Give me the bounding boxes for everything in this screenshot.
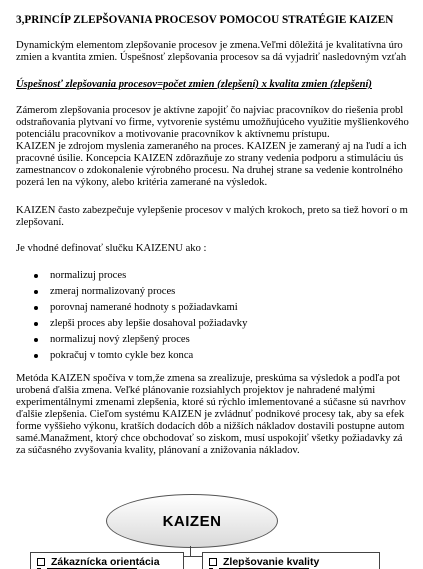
paragraph-2-line-4: KAIZEN je zdrojom myslenia zameraného na proces. KAIZEN je zameraný aj na ľudí a ich	[16, 141, 407, 152]
paragraph-5-line-3: experimentálnymi zmenami zlepšenia, ktoré sú rýchlo imlementované a súčasne sú navrhov	[16, 397, 406, 408]
checkbox-icon	[37, 558, 45, 566]
bullet-icon	[34, 290, 38, 294]
quality-improvement-box	[202, 552, 380, 569]
formula-subheading: Úspešnosť zlepšovania procesov=počet zmien (zlepšení) x kvalita zmien (zlepšení)	[16, 79, 372, 90]
paragraph-2-line-2: odstraňovania plytvaní vo firme, vytvorenie systému umožňujúceho využitie myšlienkového	[16, 117, 409, 128]
right-box-label: Zlepšovanie kvality	[223, 556, 320, 568]
paragraph-3-line-1: KAIZEN často zabezpečuje vylepšenie procesov v malých krokoch, preto sa tiež hovorí o m	[16, 205, 408, 216]
paragraph-4: Je vhodné definovať slučku KAIZENU ako :	[16, 243, 207, 254]
paragraph-1-line-2: zmien a kvantita zmien. Úspešnosť zlepšovania procesov sa dá vyjadriť nasledovným vzťah	[16, 52, 407, 63]
checkbox-icon	[209, 558, 217, 566]
paragraph-5-line-4: ďalšie zlepšenia. Cieľom systému KAIZEN je zvládnuť podnikové procesy tak, aby sa efek	[16, 409, 405, 420]
paragraph-5-line-2: urobená ďalšia zmena. Veľké plánovanie rozsiahlych projektov je nahradené malými	[16, 385, 376, 396]
document-heading: 3,PRINCÍP ZLEPŠOVANIA PROCESOV POMOCOU STRATÉGIE KAIZEN	[16, 14, 394, 26]
paragraph-2-line-5: pracovné úsilie. Koncepcia KAIZEN zdôrazňuje zo strany vedenia podporu a stimuláciu ús	[16, 153, 404, 164]
paragraph-5-line-1: Metóda KAIZEN spočíva v tom,že zmena sa zrealizuje, preskúma sa výsledok a podľa pot	[16, 373, 401, 384]
document-page: 3,PRINCÍP ZLEPŠOVANIA PROCESOV POMOCOU STRATÉGIE KAIZEN Dynamickým elementom zlepšovanie procesov je zmena.Veľmi dôležitá je kvalitatívna úro zmien a kvantita zmien. Úspešnosť zlepšovania procesov sa dá vyjadriť nasledovným vzťah Úspešnosť zlepšovania procesov=počet zmien (zlepšení) x kvalita zmien (zlepšení) Zámerom zlepšovania procesov je aktívne zapojiť čo najviac pracovníkov do riešenia probl odstraňovania plytvaní vo firme, vytvorenie systému umožňujúceho využitie myšlienkového potenciálu pracovníkov a motivovanie pracovníkov k aktívnemu prístupu. KAIZEN je zdrojom myslenia zameraného na proces. KAIZEN je zameraný aj na ľudí a ich pracovné úsilie. Koncepcia KAIZEN zdôrazňuje zo strany vedenia podporu a stimuláciu ús zamestnancov o zdokonalenie výrobného procesu. Na druhej strane sa vedenie kontrolného pozerá len na výkony, alebo kritéria zamerané na výsledok. KAIZEN často zabezpečuje vylepšenie procesov v malých krokoch, preto sa tiež hovorí o m zlepšovaní. Je vhodné definovať slučku KAIZENU ako : normalizuj proces zmeraj normalizovaný proces porovnaj namerané hodnoty s požiadavkami zlepši proces aby lepšie dosahoval požiadavky normalizuj nový zlepšený proces pokračuj v tomto cykle bez konca Metóda KAIZEN spočíva v tom,že zmena sa zrealizuje, preskúma sa výsledok a podľa pot urobená ďalšia zmena. Veľké plánovanie rozsiahlych projektov je nahradené malými experimentálnymi zmenami zlepšenia, ktoré sú rýchlo imlementované a súčasne sú navrhov ďalšie zlepšenia. Cieľom systému KAIZEN je zvládnuť podnikové procesy tak, aby sa efek forme vyššieho výkonu, kratších dodacích dôb a nižších nákladov dostavili postupne autom samé.Manažment, ktorý chce obchodovať so ziskom, musí uspokojiť všetky požiadavky zá za súčasného zvyšovania kvality, plánovaní a znižovania nákladov. KAIZEN Zákaznícka orientácia Zlepšovanie kvality	[0, 0, 423, 569]
paragraph-2-line-1: Zámerom zlepšovania procesov je aktívne zapojiť čo najviac pracovníkov do riešenia probl	[16, 105, 404, 116]
paragraph-5-line-5: forme vyššieho výkonu, kratších dodacích dôb a nižších nákladov dostavili postupne autom	[16, 421, 405, 432]
paragraph-1-line-1: Dynamickým elementom zlepšovanie procesov je zmena.Veľmi dôležitá je kvalitatívna úro	[16, 40, 403, 51]
kaizen-oval: KAIZEN	[106, 494, 278, 548]
left-box-label: Zákaznícka orientácia	[51, 556, 160, 568]
paragraph-2-line-6: zamestnancov o zdokonalenie výrobného procesu. Na druhej strane sa vedenie kontrolného	[16, 165, 403, 176]
bullet-icon	[34, 338, 38, 342]
bullet-icon	[34, 354, 38, 358]
kaizen-diagram	[0, 480, 423, 569]
bullet-icon	[34, 306, 38, 310]
customer-orientation-box	[30, 552, 184, 569]
paragraph-2-line-3: potenciálu pracovníkov a motivovanie pracovníkov k aktívnemu prístupu.	[16, 129, 330, 140]
bullet-icon	[34, 322, 38, 326]
paragraph-2-line-7: pozerá len na výkony, alebo kritéria zamerané na výsledok.	[16, 177, 268, 188]
paragraph-5-line-6: samé.Manažment, ktorý chce obchodovať so ziskom, musí uspokojiť všetky požiadavky zá	[16, 433, 403, 444]
paragraph-5-line-7: za súčasného zvyšovania kvality, plánovaní a znižovania nákladov.	[16, 445, 300, 456]
connector-stem	[190, 546, 191, 556]
paragraph-3-line-2: zlepšovaní.	[16, 217, 64, 228]
bullet-icon	[34, 274, 38, 278]
